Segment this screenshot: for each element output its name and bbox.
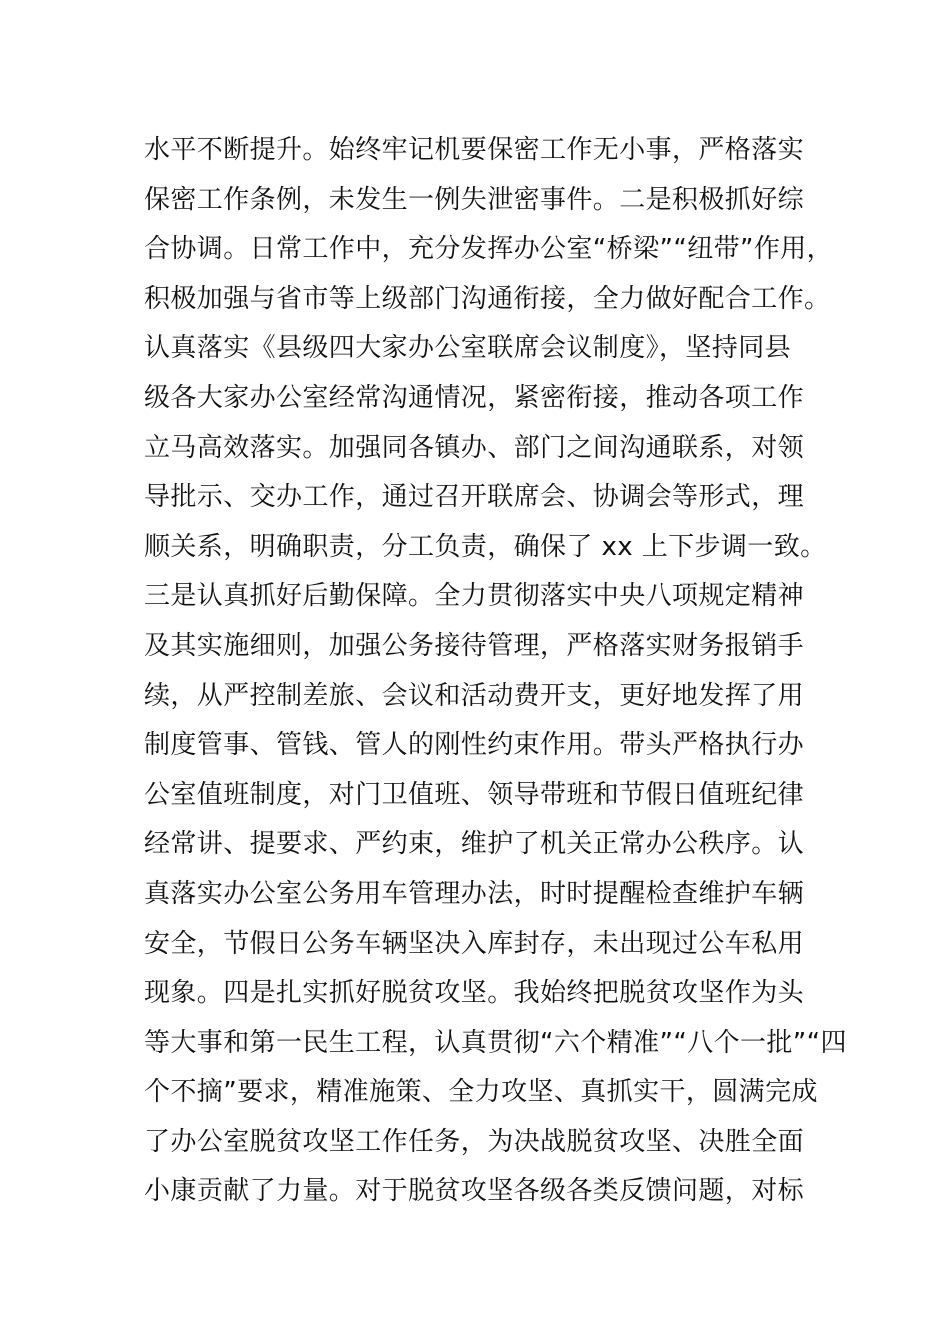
text-line: 导批示、交办工作，通过召开联席会、协调会等形式，理 xyxy=(144,482,805,513)
text-line: 认真落实《县级四大家办公室联席会议制度》，坚持同县 xyxy=(144,333,792,364)
text-line: 顺关系，明确职责，分工负责，确保了 xx 上下步调一致。 xyxy=(144,531,827,562)
text-line: 合协调。日常工作中，充分发挥办公室“桥梁”“纽带”作用， xyxy=(144,234,834,265)
text-line: 了办公室脱贫攻坚工作任务，为决战脱贫攻坚、决胜全面 xyxy=(144,1126,805,1157)
text-line: 安全，节假日公务车辆坚决入库封存，未出现过公车私用 xyxy=(144,928,805,959)
text-line: 真落实办公室公务用车管理办法，时时提醒检查维护车辆 xyxy=(144,878,805,909)
body-paragraph xyxy=(144,126,847,1217)
text-line: 及其实施细则，加强公务接待管理，严格落实财务报销手 xyxy=(144,630,805,661)
text-line: 立马高效落实。加强同各镇办、部门之间沟通联系，对领 xyxy=(144,432,805,463)
text-line: 公室值班制度，对门卫值班、领导带班和节假日值班纪律 xyxy=(144,779,805,810)
text-line: 级各大家办公室经常沟通情况，紧密衔接，推动各项工作 xyxy=(144,382,805,413)
text-line: 保密工作条例，未发生一例失泄密事件。二是积极抓好综 xyxy=(144,184,805,215)
text-line: 三是认真抓好后勤保障。全力贯彻落实中央八项规定精神 xyxy=(144,581,805,612)
text-line: 等大事和第一民生工程，认真贯彻“六个精准”“八个一批”“四 xyxy=(144,1027,847,1058)
text-line: 个不摘”要求，精准施策、全力攻坚、真抓实干，圆满完成 xyxy=(144,1077,818,1108)
text-line: 续，从严控制差旅、会议和活动费开支，更好地发挥了用 xyxy=(144,680,805,711)
text-line: 制度管事、管钱、管人的刚性约束作用。带头严格执行办 xyxy=(144,730,805,761)
text-line: 小康贡献了力量。对于脱贫攻坚各级各类反馈问题，对标 xyxy=(144,1176,805,1207)
text-line: 现象。四是扎实抓好脱贫攻坚。我始终把脱贫攻坚作为头 xyxy=(144,978,805,1009)
text-line: 积极加强与省市等上级部门沟通衔接，全力做好配合工作。 xyxy=(144,283,831,314)
text-line: 水平不断提升。始终牢记机要保密工作无小事，严格落实 xyxy=(144,135,805,165)
text-line: 经常讲、提要求、严约束，维护了机关正常办公秩序。认 xyxy=(144,829,805,860)
